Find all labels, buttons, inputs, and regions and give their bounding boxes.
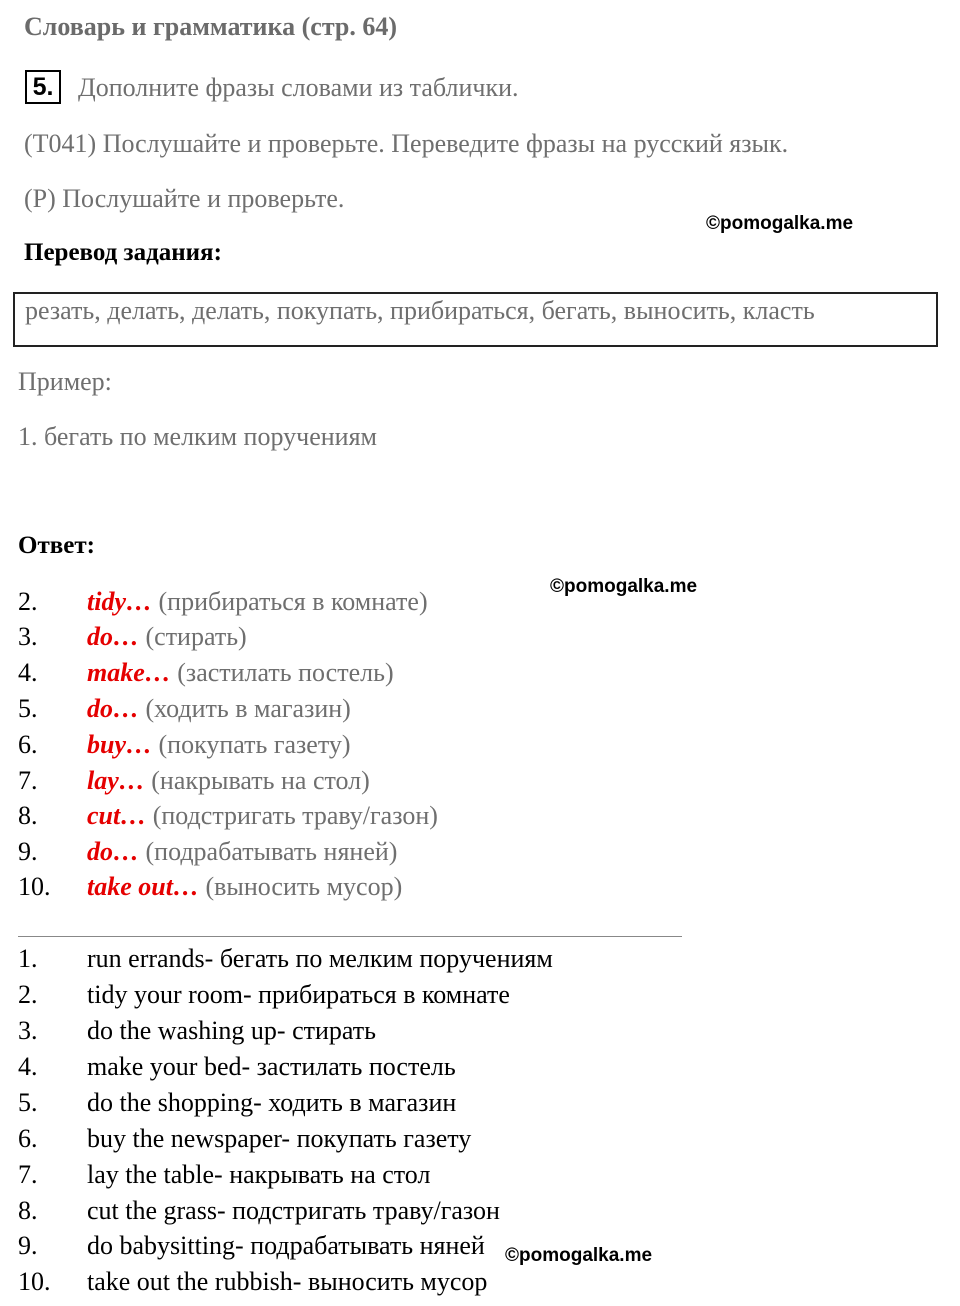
translation-text: cut the grass- подстригать траву/газон xyxy=(87,1196,500,1225)
answer-gloss: (застилать постель) xyxy=(177,658,394,687)
answer-number: 2. xyxy=(18,587,38,616)
example-item: 1. бегать по мелким поручениям xyxy=(18,422,377,451)
translation-number: 10. xyxy=(18,1267,51,1296)
answer-number: 4. xyxy=(18,658,38,687)
exercise-instruction: Дополните фразы словами из таблички. xyxy=(78,73,519,102)
listen-check-instruction: (Р) Послушайте и проверьте. xyxy=(24,184,345,213)
answer-number: 5. xyxy=(18,694,38,723)
translation-text: do the washing up- стирать xyxy=(87,1016,376,1045)
word-box-text: резать, делать, делать, покупать, прибираться, бегать, выносить, класть xyxy=(25,296,815,325)
listen-translate-instruction: (T041) Послушайте и проверьте. Переведите фразы на русский язык. xyxy=(24,129,789,158)
exercise-number-badge: 5. xyxy=(25,70,61,104)
answer-gloss: (накрывать на стол) xyxy=(151,766,370,795)
answer-number: 6. xyxy=(18,730,38,759)
translation-text: make your bed- застилать постель xyxy=(87,1052,456,1081)
translation-text: do the shopping- ходить в магазин xyxy=(87,1088,457,1117)
answer-word: do… (ходить в магазин) xyxy=(87,694,351,723)
translation-number: 2. xyxy=(18,980,38,1009)
section-divider xyxy=(18,936,682,937)
answer-gloss: (прибираться в комнате) xyxy=(158,587,428,616)
example-label: Пример: xyxy=(18,367,112,396)
answer-word: lay… (накрывать на стол) xyxy=(87,766,370,795)
answer-number: 7. xyxy=(18,766,38,795)
translation-text: run errands- бегать по мелким поручениям xyxy=(87,944,553,973)
watermark: ©pomogalka.me xyxy=(505,1245,653,1266)
page-title: Словарь и грамматика (стр. 64) xyxy=(24,12,398,41)
answer-number: 9. xyxy=(18,837,38,866)
watermark: ©pomogalka.me xyxy=(706,213,854,234)
translation-text: tidy your room- прибираться в комнате xyxy=(87,980,510,1009)
translation-number: 5. xyxy=(18,1088,38,1117)
translation-text: take out the rubbish- выносить мусор xyxy=(87,1267,488,1296)
answer-gloss: (подрабатывать няней) xyxy=(145,837,398,866)
answer-gloss: (стирать) xyxy=(145,622,247,651)
answer-gloss: (выносить мусор) xyxy=(205,872,403,901)
answer-word: cut… (подстригать траву/газон) xyxy=(87,801,438,830)
translation-text: buy the newspaper- покупать газету xyxy=(87,1124,472,1153)
translation-number: 6. xyxy=(18,1124,38,1153)
translation-number: 7. xyxy=(18,1160,38,1189)
answer-gloss: (покупать газету) xyxy=(158,730,351,759)
answer-word: do… (стирать) xyxy=(87,622,247,651)
answer-word: do… (подрабатывать няней) xyxy=(87,837,398,866)
translation-text: do babysitting- подрабатывать няней xyxy=(87,1231,485,1260)
answer-number: 3. xyxy=(18,622,38,651)
translation-number: 3. xyxy=(18,1016,38,1045)
answer-gloss: (ходить в магазин) xyxy=(145,694,351,723)
answer-word: buy… (покупать газету) xyxy=(87,730,351,759)
translation-heading: Перевод задания: xyxy=(24,239,222,266)
watermark: ©pomogalka.me xyxy=(550,576,698,597)
answer-word: take out… (выносить мусор) xyxy=(87,872,403,901)
answer-number: 8. xyxy=(18,801,38,830)
translation-text: lay the table- накрывать на стол xyxy=(87,1160,431,1189)
translation-number: 8. xyxy=(18,1196,38,1225)
answer-word: make… (застилать постель) xyxy=(87,658,394,687)
translation-number: 9. xyxy=(18,1231,38,1260)
answer-word: tidy… (прибираться в комнате) xyxy=(87,587,428,616)
translation-number: 4. xyxy=(18,1052,38,1081)
word-box xyxy=(13,292,938,347)
answer-number: 10. xyxy=(18,872,51,901)
translation-number: 1. xyxy=(18,944,38,973)
answer-heading: Ответ: xyxy=(18,532,95,559)
answer-gloss: (подстригать траву/газон) xyxy=(152,801,438,830)
